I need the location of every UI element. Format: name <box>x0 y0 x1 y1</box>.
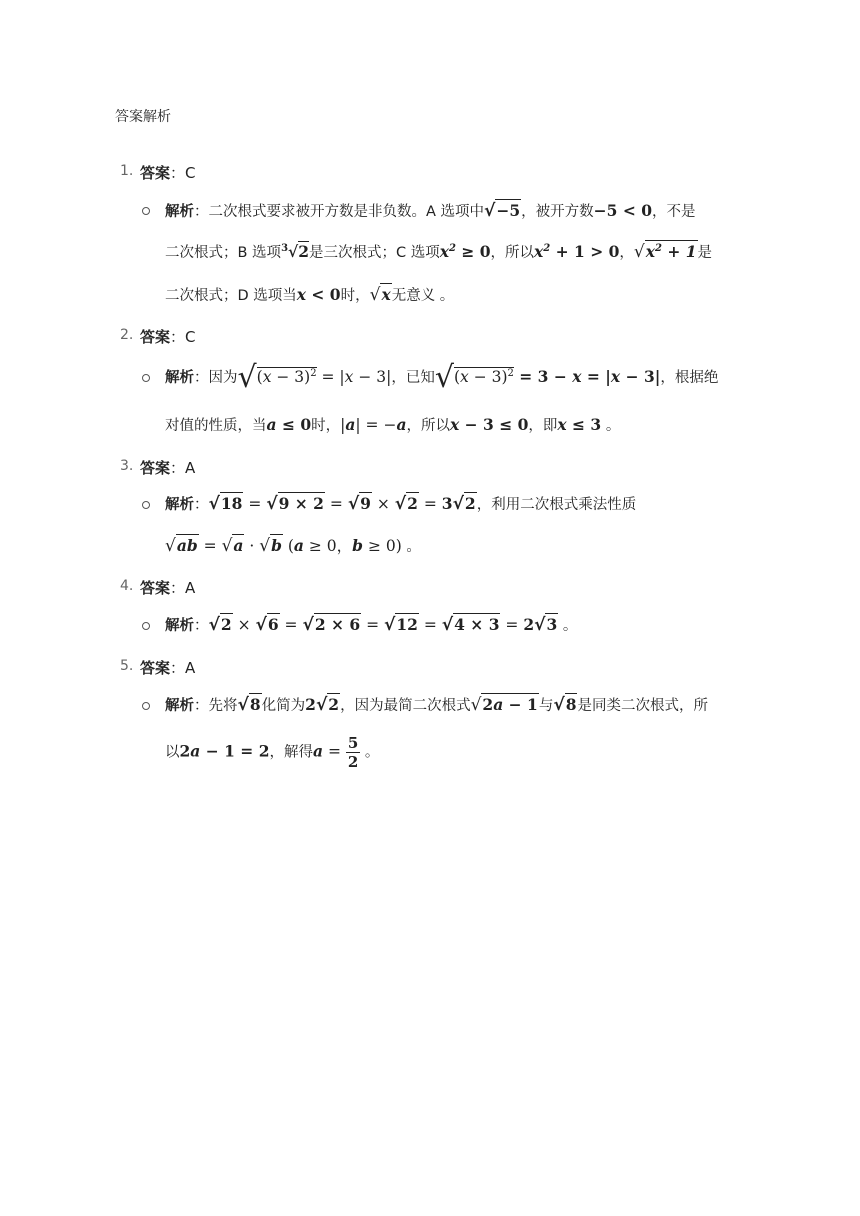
math-expression: √2 <box>208 615 232 635</box>
answer-line: 答案：C <box>140 164 196 182</box>
math-expression: $(x - 3)^2$ <box>256 367 317 386</box>
answer-line: 答案：A <box>140 579 196 597</box>
math-expression: $^3$√2 <box>281 242 310 261</box>
math-expression: |a| = −a <box>340 415 407 434</box>
math-expression: x <box>557 415 567 434</box>
answer-value: C <box>185 164 196 182</box>
answer-value: A <box>185 579 196 597</box>
math-expression: √−5 <box>484 201 521 221</box>
math-expression: x <box>450 415 460 434</box>
answer-value: A <box>185 459 196 477</box>
answer-label: 答案 <box>140 164 171 182</box>
math-expression: √8 <box>237 695 261 715</box>
math-expression: 2a − 1 = 2 <box>179 741 270 761</box>
answer-line: 答案：A <box>140 659 196 677</box>
bullet-icon <box>142 374 150 382</box>
bullet-icon <box>142 207 150 215</box>
answer-value: A <box>185 659 196 677</box>
math-expression: a <box>266 415 277 434</box>
bullet-icon <box>142 501 150 509</box>
answer-line: 答案：C <box>140 328 196 346</box>
page-title: 答案解析 <box>115 109 171 125</box>
math-expression: −5 < 0 <box>593 201 652 220</box>
analysis-line: 解析：二次根式要求被开方数是非负数。A 选项中√−5，被开方数−5 < 0，不是 <box>165 201 696 221</box>
analysis-line: 解析：因为$√(x - 3)^2 = |x - 3|$，已知$√(x - 3)^2 = 3 - x = |x - 3|$，根据绝 <box>165 360 719 395</box>
item-number: 1. <box>120 163 134 179</box>
analysis-line: 二次根式；B 选项$^3$√2是三次根式；C 选项$x^2 \ge 0$，所以$x^2 + 1 > 0$，$√x^2 + 1$是 <box>165 242 713 262</box>
item-number: 4. <box>120 578 134 594</box>
math-expression: √ab <box>165 536 198 556</box>
analysis-line: 解析：√2 × √6 = √2 × 6 = √12 = √4 × 3 = 2√3 。 <box>165 615 578 635</box>
analysis-line: 对值的性质，当a ≤ 0时，|a| = −a，所以x − 3 ≤ 0，即x ≤ 3 。 <box>165 415 621 434</box>
answer-line: 答案：A <box>140 459 196 477</box>
bullet-icon <box>142 702 150 710</box>
item-number: 2. <box>120 327 134 343</box>
fraction: $\frac{5}{2}$ <box>347 734 359 771</box>
math-expression: $√x^2 + 1$ <box>633 242 697 262</box>
analysis-line: 解析：√18 = √9 × 2 = √9 × √2 = 3√2，利用二次根式乘法性质 <box>165 494 637 514</box>
math-expression: √18 <box>208 494 243 514</box>
analysis-line: 解析：先将√8化简为2√2，因为最简二次根式√2a − 1与√8是同类二次根式，所 <box>165 695 708 715</box>
math-expression: x <box>296 285 307 304</box>
math-expression: $(x - 3)^2$ <box>453 367 514 386</box>
math-expression: $x^2$ <box>534 242 551 261</box>
math-expression: √x <box>369 285 391 305</box>
analysis-line: 二次根式；D 选项当x < 0时，√x无意义 。 <box>165 285 455 305</box>
math-expression: $x^2$ <box>439 242 456 261</box>
item-number: 5. <box>120 658 134 674</box>
analysis-label: 解析 <box>165 204 194 220</box>
analysis-line: 以2a − 1 = 2，解得a = $\frac{5}{2}$ 。 <box>165 734 380 771</box>
answer-value: C <box>185 328 196 346</box>
item-number: 3. <box>120 458 134 474</box>
analysis-line: √ab = √a · √b (a ≥ 0，b ≥ 0) 。 <box>165 536 421 556</box>
bullet-icon <box>142 622 150 630</box>
